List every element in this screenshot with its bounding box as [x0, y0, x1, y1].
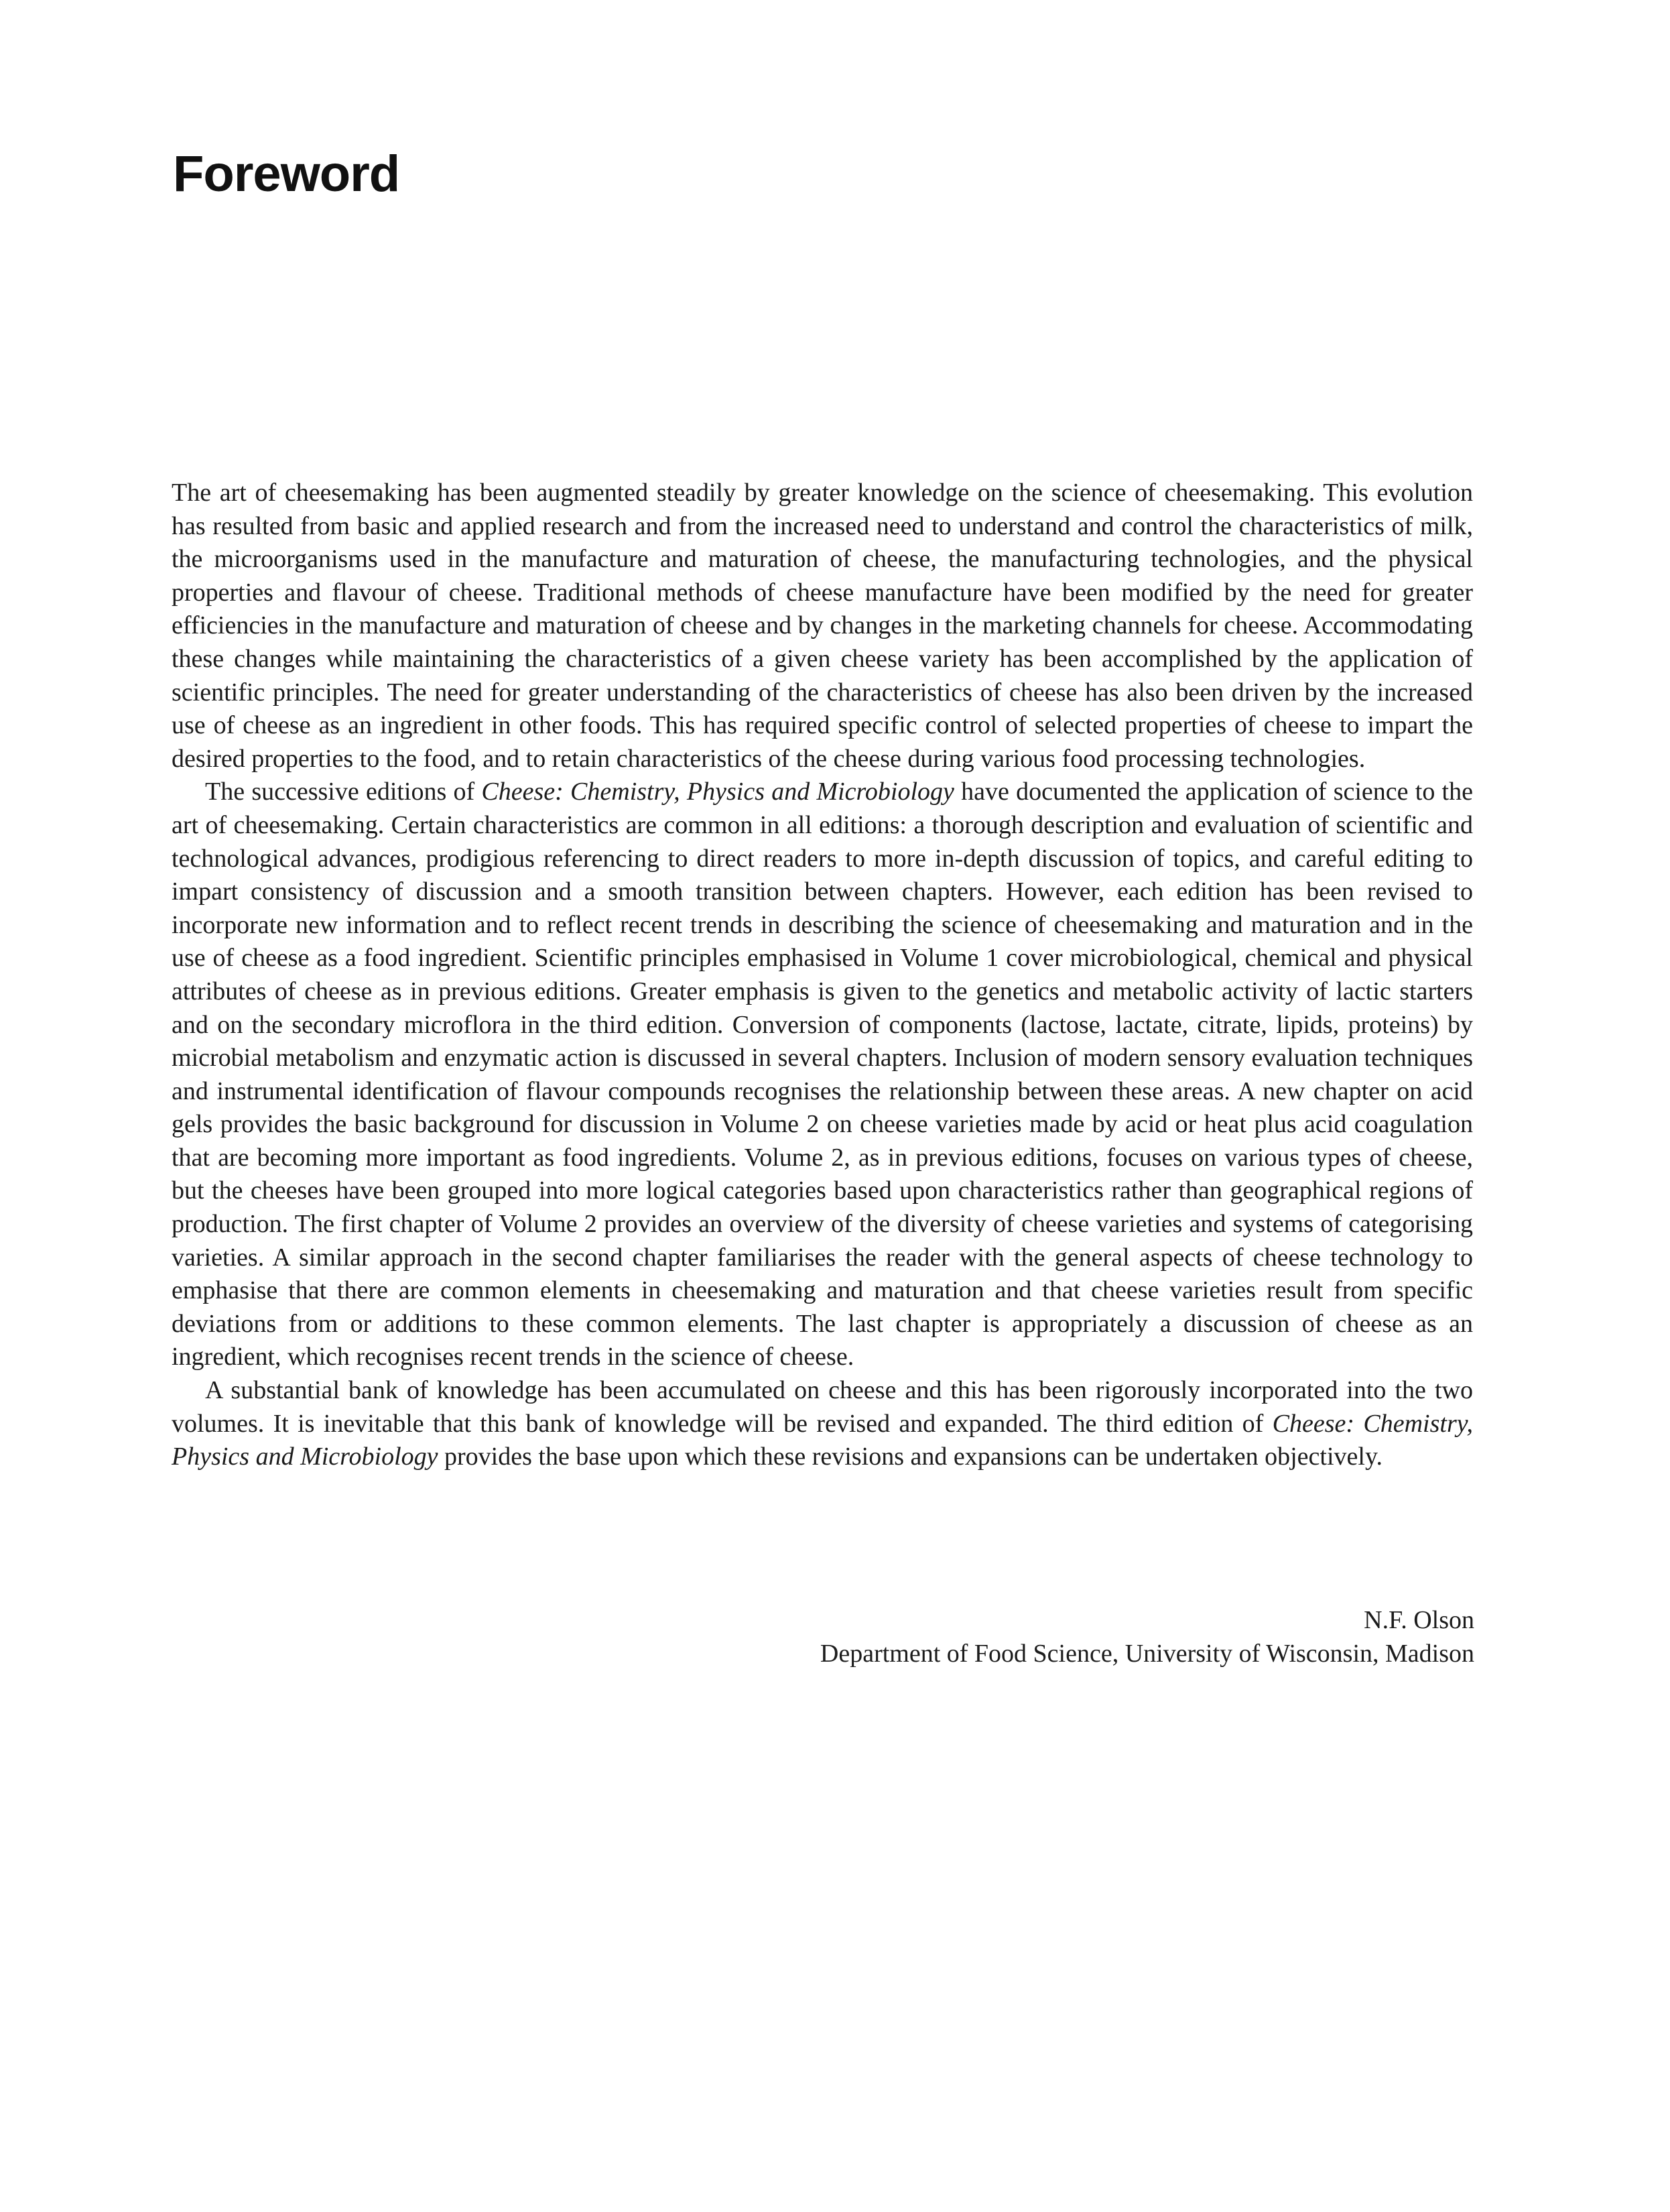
paragraph-1: The art of cheesemaking has been augmented steadily by greater knowledge on the science of cheesemaking. This evolution has resulted from basic and applied research and from the increased need to understand and control the characteristics of milk, the microorganisms used in the manufacture and maturation of cheese, the manufacturing technologies, and the physical properties and flavour of cheese. Traditional methods of cheese manufacture have been modified by the need for greater efficiencies in the manufacture and maturation of cheese and by changes in the marketing channels for cheese. Accommodating these changes while maintaining the characteristics of a given cheese variety has been accomplished by the application of scientific principles. The need for greater understanding of the characteristics of cheese has also been driven by the increased use of cheese as an ingredient in other foods. This has required specific control of selected properties of cheese to impart the desired properties to the food, and to retain characteristics of the cheese during various food processing technologies.: [172, 479, 1473, 773]
author-affiliation: Department of Food Science, University of Wisconsin, Madison: [820, 1639, 1474, 1668]
paragraph-3: [172, 1374, 1473, 1474]
paragraph-3-rest: provides the base upon which these revisions and expansions can be undertaken objectively.: [438, 1442, 1383, 1471]
foreword-body: [172, 477, 1473, 1474]
paragraph-2-rest: have documented the application of science to the art of cheesemaking. Certain characteristics are common in all editions: a thorough description and evaluation of scientific and technological advances, prodigious referencing to direct readers to more in-depth discussion of topics, and careful editing to impart consistency of discussion and a smooth transition between chapters. However, each edition has been revised to incorporate new information and to reflect recent trends in describing the science of cheesemaking and maturation and in the use of cheese as a food ingredient. Scientific principles emphasised in Volume 1 cover microbiological, chemical and physical attributes of cheese as in previous editions. Greater emphasis is given to the genetics and metabolic activity of lactic starters and on the secondary microflora in the third edition. Conversion of components (lactose, lactate, citrate, lipids, proteins) by microbial metabolism and enzymatic action is discussed in several chapters. Inclusion of modern sensory evaluation techniques and instrumental identification of flavour compounds recognises the relationship between these areas. A new chapter on acid gels provides the basic background for discussion in Volume 2 on cheese varieties made by acid or heat plus acid coagulation that are becoming more important as food ingredients. Volume 2, as in previous editions, focuses on various types of cheese, but the cheeses have been grouped into more logical categories based upon characteristics rather than geographical regions of production. The first chapter of Volume 2 provides an overview of the diversity of cheese varieties and systems of categorising varieties. A similar approach in the second chapter familiarises the reader with the general aspects of cheese technology to emphasise that there are common elements in cheesemaking and maturation and that cheese varieties result from specific deviations from or additions to these common elements. The last chapter is appropriately a discussion of cheese as an ingredient, which recognises recent trends in the science of cheese.: [172, 778, 1473, 1371]
paragraph-2-lead: The successive editions of: [205, 778, 482, 806]
paragraph-3-lead: A substantial bank of knowledge has been accumulated on cheese and this has been rigorously incorporated into the two volumes. It is inevitable that this bank of knowledge will be revised and expanded. The third edition of: [172, 1376, 1473, 1438]
paragraph-2: [172, 776, 1473, 1374]
page-title: Foreword: [173, 145, 400, 202]
book-title-italic: Cheese: Chemistry, Physics and Microbiology: [172, 1409, 1473, 1471]
book-title-italic: Cheese: Chemistry, Physics and Microbiology: [481, 778, 954, 806]
author-name: N.F. Olson: [1364, 1606, 1474, 1634]
signature-block: [820, 1604, 1474, 1670]
